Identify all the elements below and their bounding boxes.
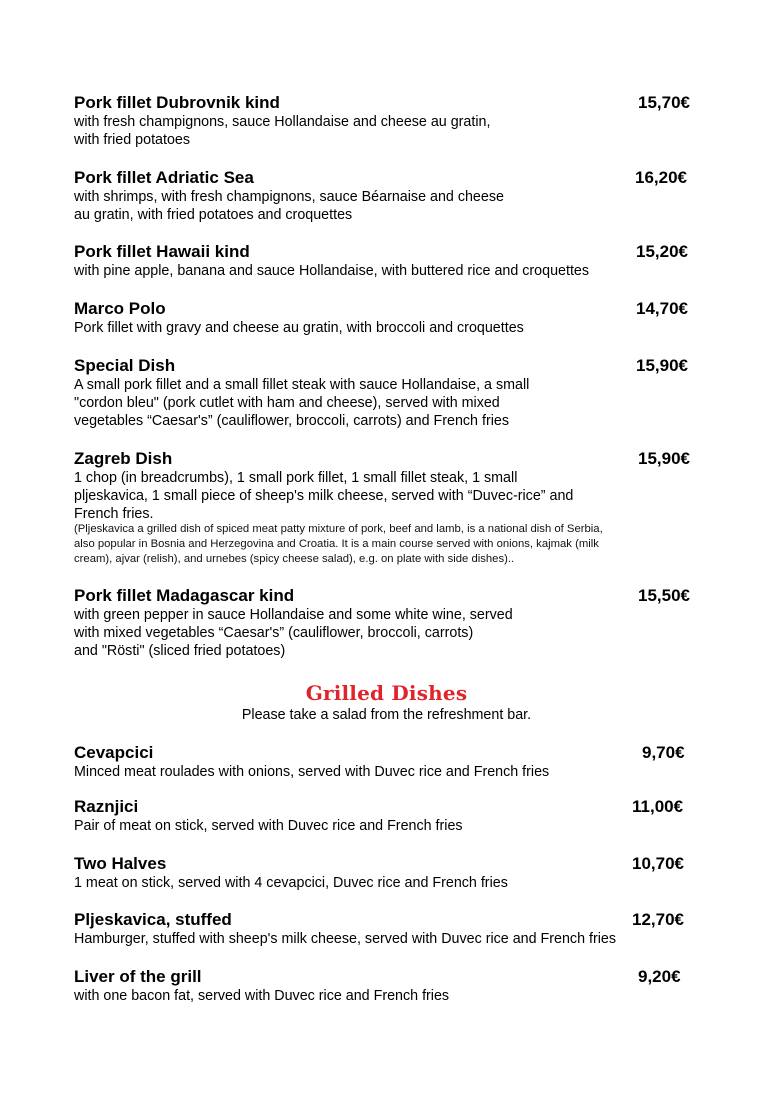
- dish-name: Cevapcici: [74, 743, 154, 762]
- dish-description: [74, 930, 616, 948]
- description-line: 1 chop (in breadcrumbs), 1 small pork fillet, 1 small fillet steak, 1 small: [74, 470, 518, 486]
- description-line: Pair of meat on stick, served with Duvec rice and French fries: [74, 818, 463, 834]
- dish-price: 15,90€: [636, 356, 688, 375]
- dish-name: Special Dish: [74, 356, 176, 375]
- dish-description: [74, 262, 589, 280]
- dish-price: 11,00€: [632, 797, 684, 816]
- dish-name: Pork fillet Dubrovnik kind: [74, 93, 280, 112]
- dish-name: Pljeskavica, stuffed: [74, 910, 232, 929]
- dish-name: Liver of the grill: [74, 967, 202, 986]
- section-heading-grilled-dishes: Grilled Dishes: [305, 681, 468, 705]
- description-line: vegetables “Caesar's” (cauliflower, broccoli, carrots) and French fries: [74, 413, 509, 429]
- dish-price: 15,90€: [638, 449, 690, 468]
- description-line: with shrimps, with fresh champignons, sauce Béarnaise and cheese: [74, 189, 504, 205]
- dish-name: Two Halves: [74, 854, 167, 873]
- dish-footnote: [74, 522, 603, 567]
- dish-price: 15,20€: [636, 242, 688, 261]
- dish-description: [74, 763, 549, 781]
- dish-name: Marco Polo: [74, 299, 166, 318]
- dish-description: [74, 188, 504, 224]
- description-line: with fresh champignons, sauce Hollandaise and cheese au gratin,: [74, 114, 491, 130]
- dish-name: Zagreb Dish: [74, 449, 173, 468]
- footnote-line: (Pljeskavica a grilled dish of spiced meat patty mixture of pork, beef and lamb, is a national dish of Serbia,: [74, 523, 603, 535]
- dish-description: [74, 987, 449, 1005]
- description-line: French fries.: [74, 506, 154, 522]
- description-line: with mixed vegetables “Caesar's” (cauliflower, broccoli, carrots): [74, 625, 474, 641]
- description-line: Pork fillet with gravy and cheese au gratin, with broccoli and croquettes: [74, 320, 524, 336]
- footnote-line: also popular in Bosnia and Herzegovina and Croatia. It is a main course served with onions, kajmak (milk: [74, 538, 599, 550]
- dish-price: 16,20€: [635, 168, 687, 187]
- description-line: with one bacon fat, served with Duvec rice and French fries: [74, 988, 450, 1004]
- description-line: pljeskavica, 1 small piece of sheep's milk cheese, served with “Duvec-rice” and: [74, 488, 574, 504]
- dish-name: Raznjici: [74, 797, 139, 816]
- dish-description: [74, 319, 524, 337]
- dish-description: [74, 874, 508, 892]
- dish-price: 12,70€: [632, 910, 684, 929]
- dish-name: Pork fillet Adriatic Sea: [74, 168, 254, 187]
- description-line: Minced meat roulades with onions, served with Duvec rice and French fries: [74, 764, 550, 780]
- dish-description: [74, 376, 529, 430]
- description-line: "cordon bleu" (pork cutlet with ham and cheese), served with mixed: [74, 395, 500, 411]
- dish-price: 9,20€: [638, 967, 681, 986]
- description-line: 1 meat on stick, served with 4 cevapcici, Duvec rice and French fries: [74, 875, 508, 891]
- description-line: A small pork fillet and a small fillet steak with sauce Hollandaise, a small: [74, 377, 530, 393]
- dish-price: 15,50€: [638, 586, 690, 605]
- description-line: with green pepper in sauce Hollandaise and some white wine, served: [74, 607, 513, 623]
- footnote-line: cream), ajvar (relish), and urnebes (spicy cheese salad), e.g. on plate with side dishes)..: [74, 553, 515, 565]
- dish-name: Pork fillet Hawaii kind: [74, 242, 250, 261]
- section-subheading: Please take a salad from the refreshment bar.: [241, 707, 532, 723]
- dish-description: [74, 817, 463, 835]
- description-line: with fried potatoes: [74, 132, 191, 148]
- dish-price: 14,70€: [636, 299, 688, 318]
- dish-price: 10,70€: [632, 854, 684, 873]
- description-line: with pine apple, banana and sauce Hollandaise, with buttered rice and croquettes: [74, 263, 590, 279]
- description-line: Hamburger, stuffed with sheep's milk cheese, served with Duvec rice and French fries: [74, 931, 617, 947]
- dish-name: Pork fillet Madagascar kind: [74, 586, 295, 605]
- dish-description: [74, 606, 513, 660]
- dish-price: 15,70€: [638, 93, 690, 112]
- dish-price: 9,70€: [642, 743, 685, 762]
- dish-description: [74, 113, 490, 149]
- description-line: au gratin, with fried potatoes and croquettes: [74, 207, 353, 223]
- dish-description: [74, 469, 573, 523]
- description-line: and "Rösti" (sliced fried potatoes): [74, 643, 286, 659]
